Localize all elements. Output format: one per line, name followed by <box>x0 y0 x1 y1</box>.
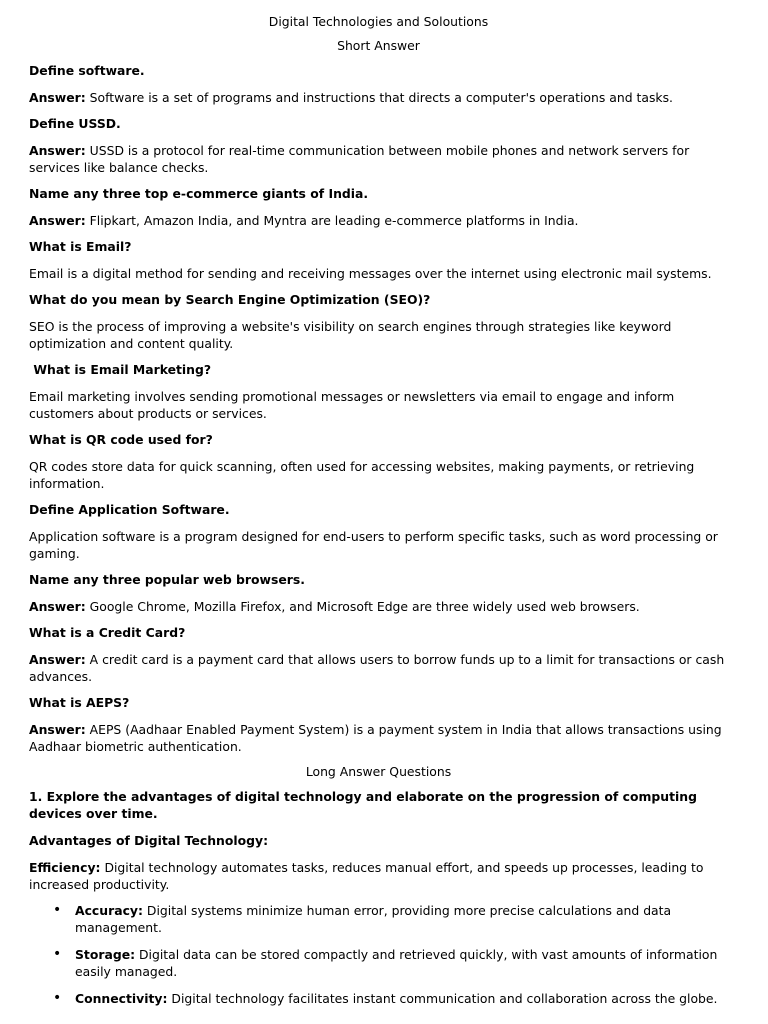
answer-3 <box>29 212 728 229</box>
answer-label: Answer: <box>29 722 86 737</box>
question-8: Define Application Software. <box>29 502 230 517</box>
answer-text: AEPS (Aadhaar Enabled Payment System) is a payment system in India that allows transactions using Aadhaar biometric authentication. <box>29 722 722 754</box>
answer-text: USSD is a protocol for real-time communication between mobile phones and network servers for services like balance checks. <box>29 143 690 175</box>
connectivity-text: Digital technology facilitates instant communication and collaboration across the globe. <box>171 991 718 1006</box>
answer-text: Flipkart, Amazon India, and Myntra are leading e-commerce platforms in India. <box>89 213 579 228</box>
list-item-accuracy <box>75 902 728 936</box>
answer-text: Software is a set of programs and instructions that directs a computer's operations and tasks. <box>89 90 673 105</box>
document-title: Digital Technologies and Soloutions <box>268 14 489 29</box>
question-6-text: What is Email Marketing? <box>33 362 212 377</box>
question-4: What is Email? <box>29 239 132 254</box>
question-1: Define software. <box>29 63 145 78</box>
connectivity-label: Connectivity: <box>75 991 168 1006</box>
question-3: Name any three top e-commerce giants of India. <box>29 186 369 201</box>
accuracy-label: Accuracy: <box>75 903 143 918</box>
answer-8: Application software is a program designed for end-users to perform specific tasks, such as word processing or gaming. <box>29 529 718 561</box>
question-9: Name any three popular web browsers. <box>29 572 305 587</box>
answer-2 <box>29 142 728 176</box>
answer-10 <box>29 651 728 685</box>
storage-label: Storage: <box>75 947 136 962</box>
answer-5: SEO is the process of improving a website's visibility on search engines through strategies like keyword optimization and content quality. <box>29 319 672 351</box>
answer-1 <box>29 89 728 106</box>
answer-text: A credit card is a payment card that allows users to borrow funds up to a limit for transactions or cash advances. <box>29 652 725 684</box>
answer-6: Email marketing involves sending promotional messages or newsletters via email to engage and inform customers about products or services. <box>29 389 675 421</box>
question-7: What is QR code used for? <box>29 432 213 447</box>
efficiency-text: Digital technology automates tasks, reduces manual effort, and speeds up processes, leading to increased productivity. <box>29 860 704 892</box>
answer-label: Answer: <box>29 599 86 614</box>
answer-label: Answer: <box>29 652 86 667</box>
answer-11 <box>29 721 728 755</box>
answer-7: QR codes store data for quick scanning, often used for accessing websites, making payments, or retrieving information. <box>29 459 695 491</box>
answer-4: Email is a digital method for sending and receiving messages over the internet using electronic mail systems. <box>29 266 712 281</box>
answer-label: Answer: <box>29 143 86 158</box>
advantages-heading: Advantages of Digital Technology: <box>29 833 269 848</box>
section-long-answer-title: Long Answer Questions <box>305 764 452 779</box>
advantages-list <box>29 902 728 1007</box>
accuracy-text: Digital systems minimize human error, providing more precise calculations and data management. <box>75 903 672 935</box>
question-10: What is a Credit Card? <box>29 625 186 640</box>
question-11: What is AEPS? <box>29 695 130 710</box>
question-5: What do you mean by Search Engine Optimization (SEO)? <box>29 292 431 307</box>
efficiency-paragraph <box>29 859 728 893</box>
answer-text: Google Chrome, Mozilla Firefox, and Microsoft Edge are three widely used web browsers. <box>89 599 640 614</box>
answer-label: Answer: <box>29 213 86 228</box>
list-item-connectivity <box>75 990 728 1007</box>
long-question-1: 1. Explore the advantages of digital technology and elaborate on the progression of computing devices over time. <box>29 789 697 821</box>
efficiency-label: Efficiency: <box>29 860 101 875</box>
storage-text: Digital data can be stored compactly and retrieved quickly, with vast amounts of information easily managed. <box>75 947 718 979</box>
answer-label: Answer: <box>29 90 86 105</box>
question-6 <box>29 361 728 378</box>
list-item-storage <box>75 946 728 980</box>
question-2: Define USSD. <box>29 116 121 131</box>
section-short-answer-title: Short Answer <box>337 38 420 53</box>
answer-9 <box>29 598 728 615</box>
